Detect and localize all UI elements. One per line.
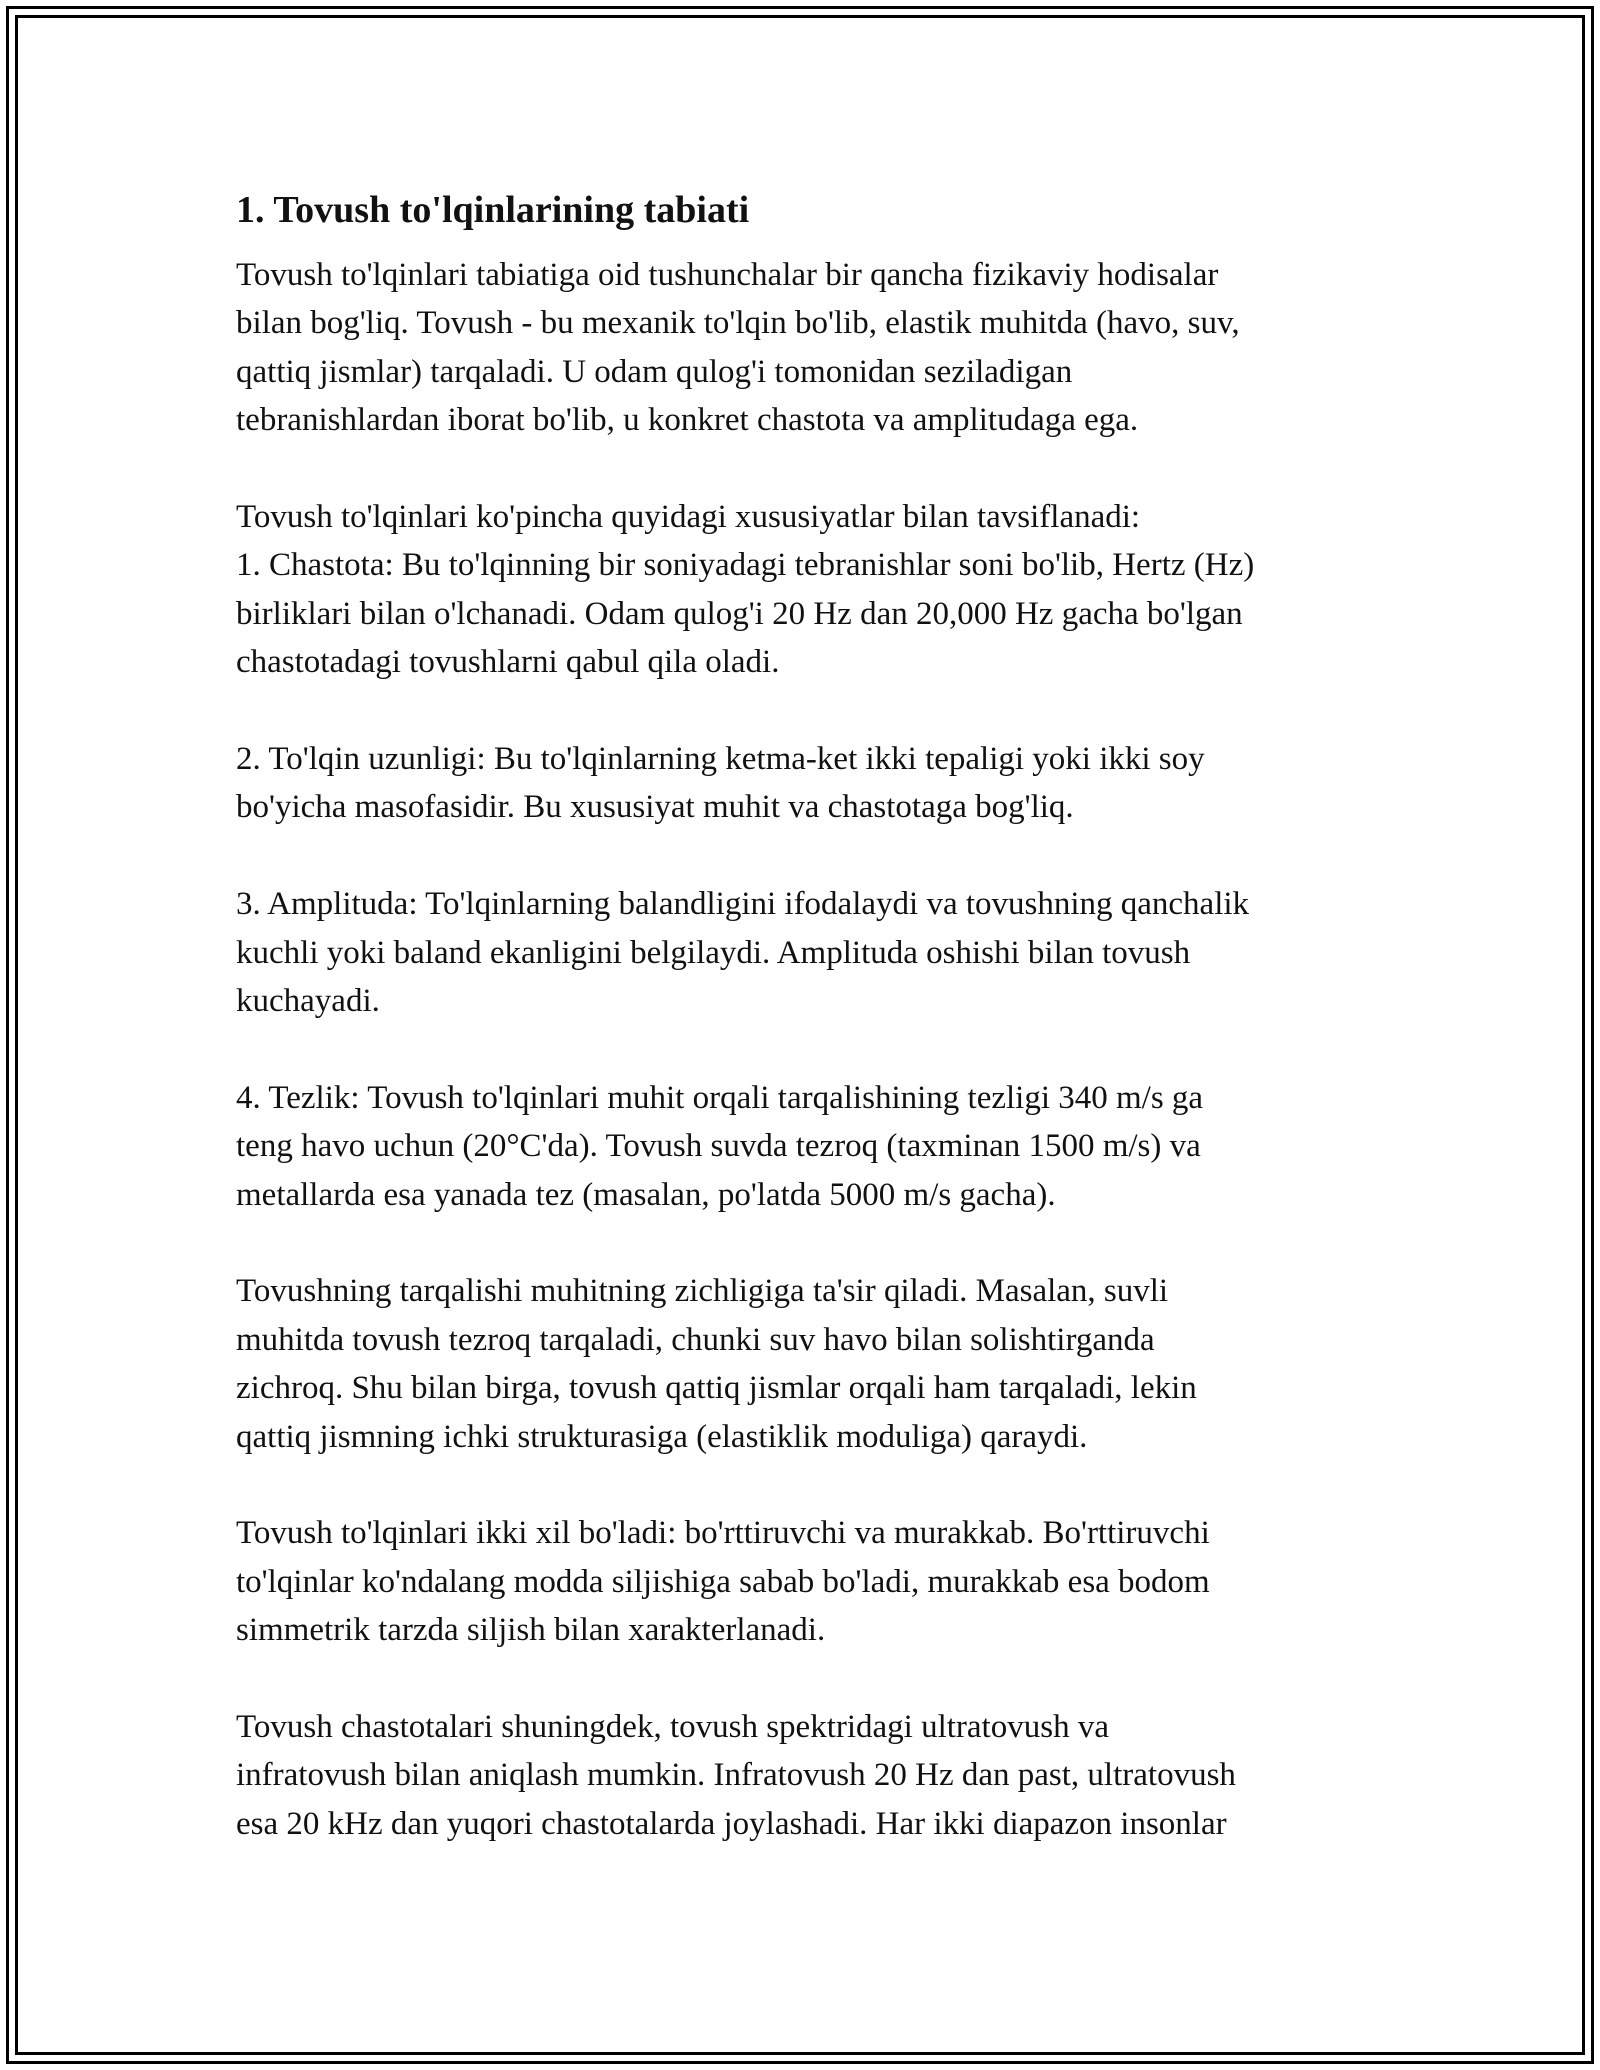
text-line: to'lqinlar ko'ndalang modda siljishiga sabab bo'ladi, murakkab esa bodom <box>236 1563 1210 1600</box>
text-line: birliklari bilan o'lchanadi. Odam qulog'i 20 Hz dan 20,000 Hz gacha bo'lgan <box>236 595 1243 632</box>
text-line: esa 20 kHz dan yuqori chastotalarda joylashadi. Har ikki diapazon insonlar <box>236 1805 1227 1842</box>
text-line: kuchayadi. <box>236 983 380 1020</box>
text-line: 3. Amplituda: To'lqinlarning balandligini ifodalaydi va tovushning qanchalik <box>236 886 1250 923</box>
paragraph-spacer <box>236 687 1396 735</box>
paragraph-spacer <box>236 832 1396 880</box>
text-line: infratovush bilan aniqlash mumkin. Infratovush 20 Hz dan past, ultratovush <box>236 1757 1236 1794</box>
text-line: tebranishlardan iborat bo'lib, u konkret chastota va amplitudaga ega. <box>236 402 1139 439</box>
text-line: chastotadagi tovushlarni qabul qila oladi. <box>236 644 780 681</box>
text-line: Tovush to'lqinlari ko'pincha quyidagi xususiyatlar bilan tavsiflanadi: <box>236 499 1141 536</box>
document-body <box>236 180 1396 1848</box>
paragraph-spacer <box>236 1461 1396 1509</box>
paragraph <box>236 1267 1396 1461</box>
text-line: bo'yicha masofasidir. Bu xususiyat muhit va chastotaga bog'liq. <box>236 789 1074 826</box>
paragraph-spacer <box>236 1025 1396 1073</box>
text-line: 2. To'lqin uzunligi: Bu to'lqinlarning ketma-ket ikki tepaligi yoki ikki soy <box>236 741 1205 778</box>
paragraph <box>236 1074 1396 1219</box>
text-line: metallarda esa yanada tez (masalan, po'latda 5000 m/s gacha). <box>236 1176 1056 1213</box>
text-line: Tovush chastotalari shuningdek, tovush spektridagi ultratovush va <box>236 1709 1109 1746</box>
text-line: teng havo uchun (20°C'da). Tovush suvda tezroq (taxminan 1500 m/s) va <box>236 1128 1201 1165</box>
paragraph <box>236 251 1396 445</box>
text-line: Tovush to'lqinlari tabiatiga oid tushunchalar bir qancha fizikaviy hodisalar <box>236 257 1219 293</box>
paragraph <box>236 1703 1396 1848</box>
text-line: qattiq jismlar) tarqaladi. U odam qulog'i tomonidan seziladigan <box>236 353 1073 390</box>
paragraph-spacer <box>236 445 1396 493</box>
text-line: simmetrik tarzda siljish bilan xarakterlanadi. <box>236 1612 826 1649</box>
paragraph <box>236 1509 1396 1654</box>
paragraph-spacer <box>236 1655 1396 1703</box>
paragraph <box>236 735 1396 832</box>
text-line: 1. Chastota: Bu to'lqinning bir soniyadagi tebranishlar soni bo'lib, Hertz (Hz) <box>236 547 1255 584</box>
paragraph <box>236 493 1396 687</box>
text-line: muhitda tovush tezroq tarqaladi, chunki suv havo bilan solishtirganda <box>236 1321 1155 1358</box>
paragraph <box>236 880 1396 1025</box>
text-line: Tovush to'lqinlari ikki xil bo'ladi: bo'rttiruvchi va murakkab. Bo'rttiruvchi <box>236 1515 1210 1552</box>
text-line: Tovushning tarqalishi muhitning zichligiga ta'sir qiladi. Masalan, suvli <box>236 1273 1169 1310</box>
text-line: kuchli yoki baland ekanligini belgilaydi. Amplituda oshishi bilan tovush <box>236 934 1191 971</box>
text-line: zichroq. Shu bilan birga, tovush qattiq jismlar orqali ham tarqaladi, lekin <box>236 1370 1197 1407</box>
text-line: qattiq jismning ichki strukturasiga (elastiklik moduliga) qaraydi. <box>236 1418 1088 1455</box>
text-line: 4. Tezlik: Tovush to'lqinlari muhit orqali tarqalishining tezligi 340 m/s ga <box>236 1079 1204 1116</box>
text-line: bilan bog'liq. Tovush - bu mexanik to'lqin bo'lib, elastik muhitda (havo, suv, <box>236 305 1240 342</box>
paragraph-spacer <box>236 1219 1396 1267</box>
section-heading: 1. Tovush to'lqinlarining tabiati <box>236 189 750 231</box>
paragraph-list <box>236 251 1396 1848</box>
